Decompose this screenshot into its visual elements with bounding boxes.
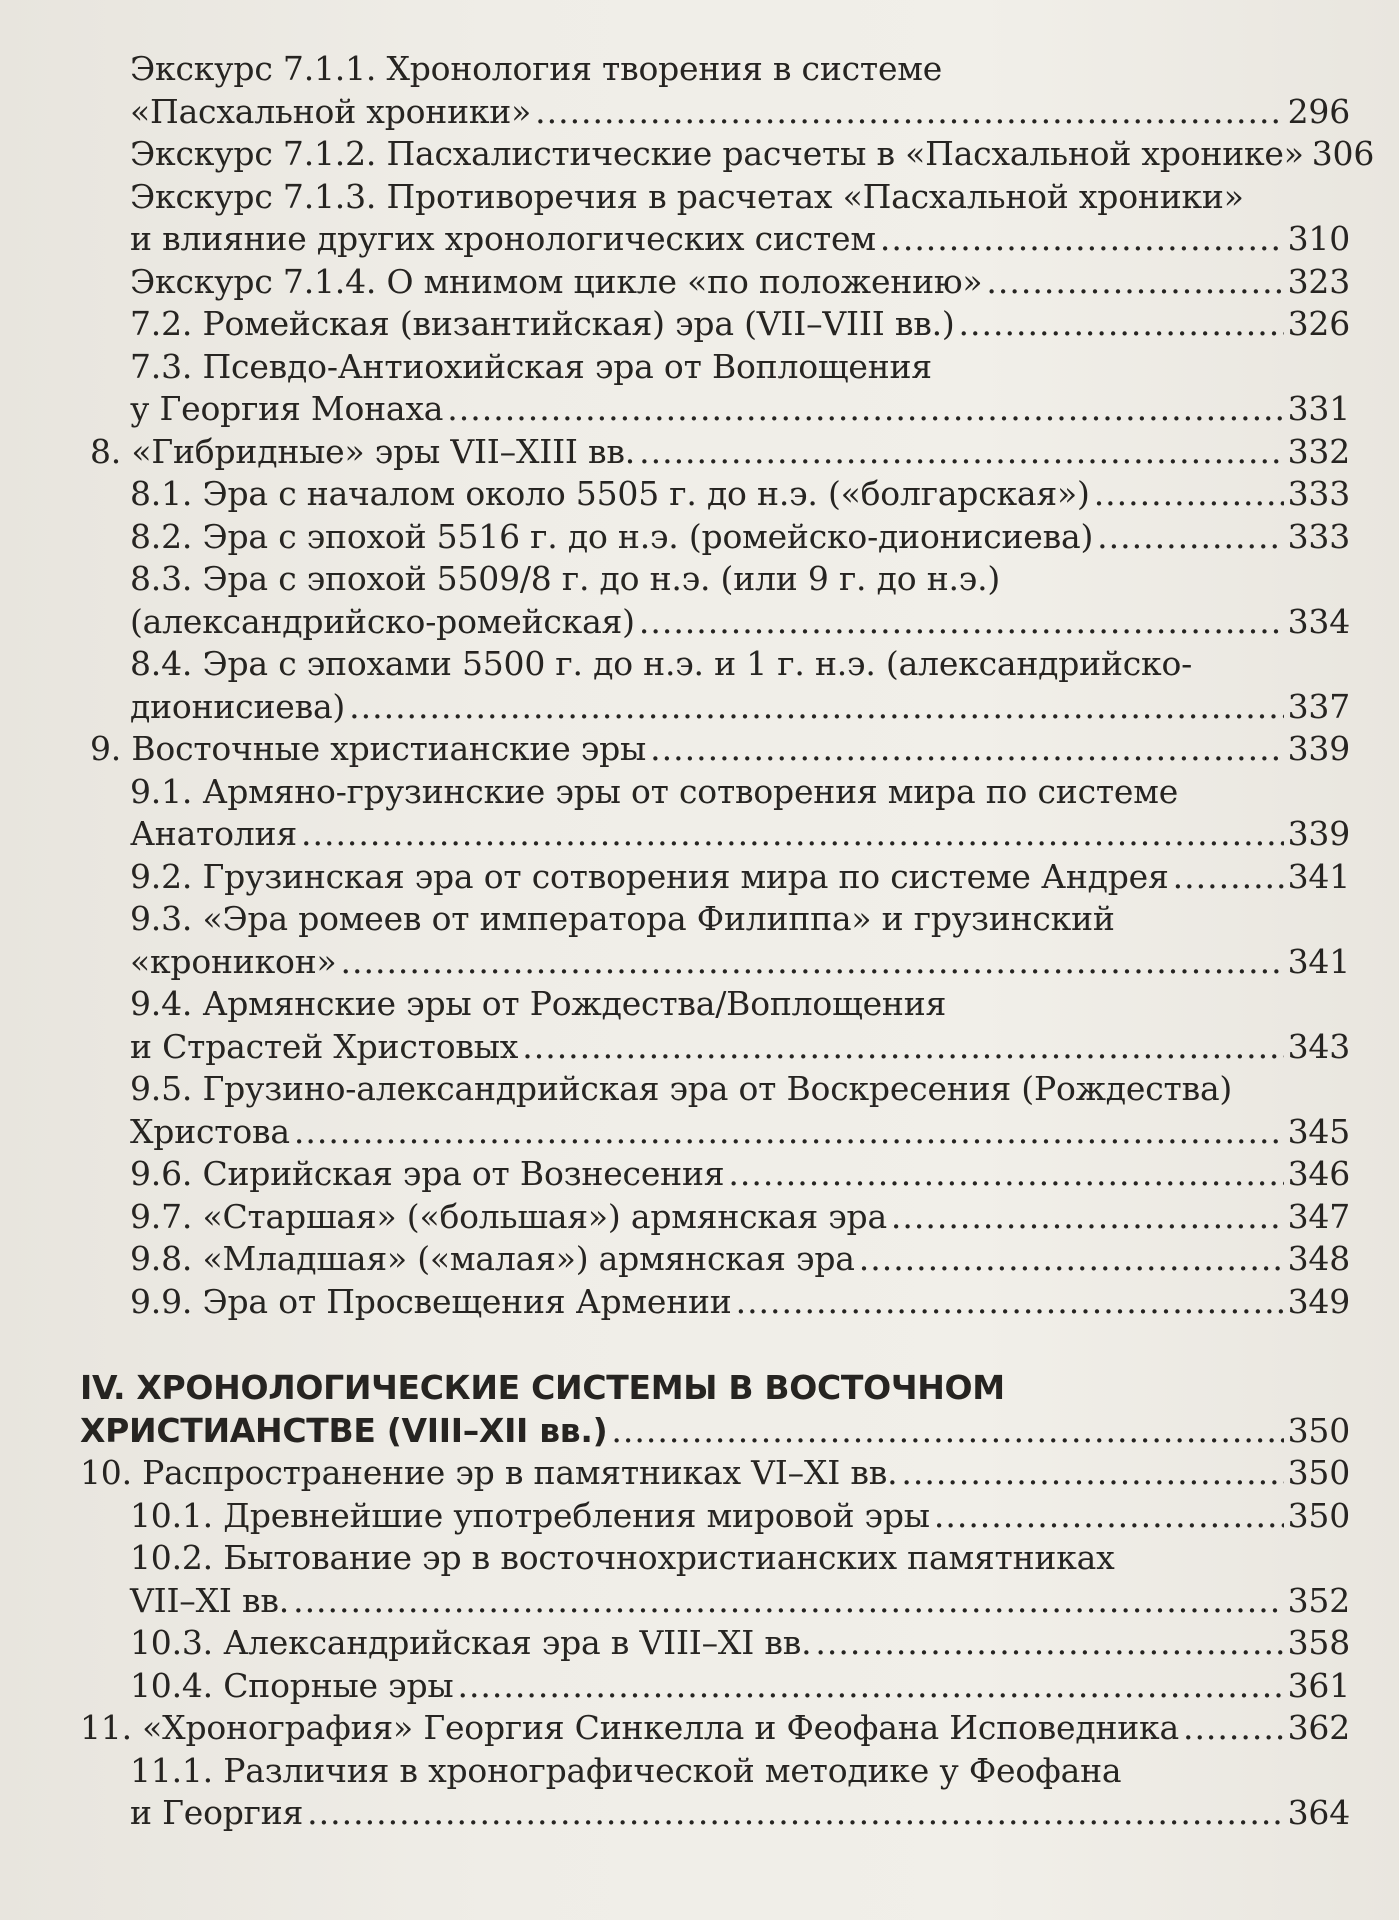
dot-leader: [1097, 516, 1283, 559]
table-of-contents: [80, 48, 1375, 1835]
toc-section-heading: [80, 1367, 1350, 1410]
toc-entry-page: 347: [1287, 1196, 1350, 1236]
toc-entry-page: 333: [1287, 516, 1350, 556]
toc-entry: [80, 643, 1350, 686]
toc-entry: [80, 686, 1350, 729]
toc-entry-page: 339: [1287, 729, 1350, 768]
toc-entry-title: 8.1. Эра с началом около 5505 г. до н.э. («болгарская»): [130, 474, 1090, 513]
toc-entry-title: Экскурс 7.1.4. О мнимом цикле «по положению»: [130, 261, 983, 301]
toc-entry-title: 9.4. Армянские эры от Рождества/Воплощения: [130, 984, 947, 1023]
toc-entry: [80, 983, 1350, 1026]
dot-leader: [293, 1580, 1284, 1623]
toc-entry-title: 10. Распространение эр в памятниках VI–XI вв.: [80, 1453, 898, 1492]
toc-entry-title: 10.1. Древнейшие употребления мировой эры: [130, 1495, 930, 1535]
toc-entry-page: 364: [1287, 1793, 1350, 1832]
dot-leader: [340, 941, 1283, 984]
toc-entry-page: 348: [1287, 1239, 1350, 1278]
toc-entry-page: 306: [1311, 134, 1375, 173]
toc-entry-title: Экскурс 7.1.3. Противоречия в расчетах «Пасхальной хроники»: [130, 176, 1244, 216]
toc-entry: [80, 303, 1350, 346]
toc-entry: [80, 1111, 1350, 1154]
toc-entry-page: 331: [1287, 389, 1350, 428]
toc-entry: [80, 261, 1350, 304]
toc-entry-title: Христова: [130, 1111, 290, 1151]
toc-entry: [80, 771, 1350, 814]
dot-leader: [1173, 856, 1284, 899]
toc-entry-title: 9.3. «Эра ромеев от императора Филиппа» и грузинский: [130, 899, 1115, 938]
dot-leader: [349, 686, 1284, 729]
toc-entry-title: 10.4. Спорные эры: [130, 1665, 454, 1705]
toc-entry: [80, 218, 1350, 261]
toc-entry-title: 9.6. Сирийская эра от Вознесения: [130, 1154, 725, 1193]
dot-leader: [611, 1410, 1283, 1453]
toc-entry-title: 8.2. Эра с эпохой 5516 г. до н.э. (ромейско-дионисиева): [130, 516, 1094, 556]
toc-entry: [80, 176, 1350, 219]
toc-entry-page: 337: [1287, 686, 1350, 726]
toc-entry: [80, 1495, 1350, 1538]
toc-entry: [80, 1665, 1350, 1708]
toc-entry-page: 339: [1287, 814, 1350, 853]
dot-leader: [457, 1665, 1283, 1708]
toc-entry: [80, 48, 1350, 91]
toc-entry: [80, 473, 1350, 516]
dot-leader: [815, 1622, 1283, 1665]
toc-entry: [80, 1580, 1350, 1623]
toc-entry-page: 323: [1287, 261, 1350, 301]
toc-entry: [80, 1026, 1350, 1069]
toc-entry-title: 8. «Гибридные» эры VII–XIII вв.: [90, 431, 636, 471]
toc-entry-title: и Георгия: [130, 1793, 304, 1832]
section-gap: [80, 1323, 1350, 1345]
toc-entry-title: Экскурс 7.1.1. Хронология творения в системе: [130, 49, 943, 88]
toc-entry: [80, 601, 1350, 644]
toc-entry-title: 11. «Хронография» Георгия Синкелла и Феофана Исповедника: [80, 1708, 1179, 1747]
toc-entry: [80, 728, 1350, 771]
toc-entry-page: 358: [1287, 1623, 1350, 1662]
dot-leader: [728, 1153, 1283, 1196]
dot-leader: [650, 728, 1283, 771]
toc-entry-page: 332: [1287, 431, 1350, 471]
dot-leader: [535, 91, 1284, 134]
toc-entry-title: 10.3. Александрийская эра в VIII–XI вв.: [130, 1623, 812, 1662]
toc-entry: [80, 516, 1350, 559]
dot-leader: [639, 601, 1284, 644]
dot-leader: [986, 261, 1283, 304]
toc-entry-page: 343: [1287, 1026, 1350, 1066]
dot-leader: [522, 1026, 1283, 1069]
toc-entry-title: и Страстей Христовых: [130, 1026, 519, 1066]
toc-entry-title: 9.9. Эра от Просвещения Армении: [130, 1281, 732, 1321]
toc-entry: [80, 1537, 1350, 1580]
dot-leader: [736, 1281, 1284, 1324]
toc-entry-title: 9.8. «Младшая» («малая») армянская эра: [130, 1239, 855, 1278]
toc-entry-title: 9. Восточные христианские эры: [90, 729, 647, 768]
toc-entry-title: 9.2. Грузинская эра от сотворения мира по системе Андрея: [130, 856, 1169, 896]
dot-leader: [307, 1792, 1283, 1835]
toc-entry-page: 362: [1287, 1708, 1350, 1747]
toc-entry-title: 10.2. Бытование эр в восточнохристианских памятниках: [130, 1538, 1115, 1577]
toc-entry-page: 352: [1287, 1580, 1350, 1620]
toc-entry: [80, 1750, 1350, 1793]
toc-entry-page: 345: [1287, 1111, 1350, 1151]
toc-entry: [80, 856, 1350, 899]
toc-entry-title: и влияние других хронологических систем: [130, 219, 876, 258]
toc-entry-page: 350: [1287, 1453, 1350, 1492]
dot-leader: [1183, 1707, 1284, 1750]
toc-section-heading: [80, 1410, 1350, 1453]
toc-entry-title: Экскурс 7.1.2. Пасхалистические расчеты в «Пасхальной хронике»: [130, 134, 1304, 173]
toc-entry-title: у Георгия Монаха: [130, 389, 444, 428]
toc-entry: [80, 133, 1375, 176]
toc-entry-page: 361: [1287, 1665, 1350, 1705]
toc-entry: [80, 813, 1350, 856]
toc-entry: [80, 1153, 1350, 1196]
toc-entry-page: 334: [1287, 601, 1350, 641]
dot-leader: [891, 1196, 1284, 1239]
toc-entry-title: Анатолия: [130, 814, 297, 853]
toc-entry-page: 341: [1287, 941, 1350, 981]
toc-entry: [80, 1196, 1350, 1239]
dot-leader: [880, 218, 1284, 261]
toc-entry-title: 8.4. Эра с эпохами 5500 г. до н.э. и 1 г. н.э. (александрийско-: [130, 644, 1193, 683]
toc-entry-title: 9.5. Грузино-александрийская эра от Воскресения (Рождества): [130, 1069, 1233, 1108]
toc-entry: [80, 1281, 1350, 1324]
dot-leader: [859, 1238, 1284, 1281]
toc-entry-page: 346: [1287, 1154, 1350, 1193]
toc-entry: [80, 388, 1350, 431]
toc-entry-title: 9.7. «Старшая» («большая») армянская эра: [130, 1196, 887, 1236]
toc-entry: [80, 558, 1350, 601]
toc-entry-title: 7.3. Псевдо-Антиохийская эра от Воплощения: [130, 346, 932, 386]
toc-entry: [80, 1452, 1350, 1495]
toc-entry: [80, 1238, 1350, 1281]
toc-entry: [80, 941, 1350, 984]
toc-entry-page: 349: [1287, 1281, 1350, 1321]
toc-entry-title: 11.1. Различия в хронографической методике у Феофана: [130, 1750, 1122, 1790]
toc-entry: [80, 431, 1350, 474]
toc-entry-page: 310: [1287, 219, 1350, 258]
toc-entry: [80, 898, 1350, 941]
dot-leader: [959, 303, 1284, 346]
dot-leader: [447, 388, 1283, 431]
toc-entry-title: 9.1. Армяно-грузинские эры от сотворения мира по системе: [130, 771, 1179, 811]
toc-entry-title: (александрийско-ромейская): [130, 601, 635, 641]
dot-leader: [294, 1111, 1284, 1154]
toc-entry-page: 333: [1287, 474, 1350, 513]
toc-entry-title: VII–XI вв.: [130, 1580, 290, 1620]
dot-leader: [301, 813, 1284, 856]
toc-entry-page: 341: [1287, 856, 1350, 896]
dot-leader: [934, 1495, 1284, 1538]
toc-entry-title: дионисиева): [130, 686, 346, 726]
toc-entry: [80, 1707, 1350, 1750]
dot-leader: [901, 1452, 1283, 1495]
toc-entry: [80, 91, 1350, 134]
toc-entry-title: «Пасхальной хроники»: [130, 91, 532, 131]
toc-entry-page: 350: [1287, 1495, 1350, 1535]
toc-entry: [80, 1068, 1350, 1111]
toc-entry-title: «кроникон»: [130, 941, 337, 981]
section-gap: [80, 1345, 1350, 1367]
toc-entry: [80, 1622, 1350, 1665]
dot-leader: [639, 431, 1284, 474]
toc-entry-title: 7.2. Ромейская (византийская) эра (VII–VIII вв.): [130, 304, 955, 343]
section-title: IV. ХРОНОЛОГИЧЕСКИЕ СИСТЕМЫ В ВОСТОЧНОМ: [80, 1368, 1005, 1407]
toc-entry-page: 350: [1287, 1410, 1350, 1450]
toc-entry-page: 326: [1287, 304, 1350, 343]
section-title: ХРИСТИАНСТВЕ (VIII–XII вв.): [80, 1410, 608, 1450]
dot-leader: [1094, 473, 1284, 516]
toc-entry-title: 8.3. Эра с эпохой 5509/8 г. до н.э. (или 9 г. до н.э.): [130, 559, 1001, 598]
toc-entry: [80, 1792, 1350, 1835]
toc-entry: [80, 346, 1350, 389]
toc-entry-page: 296: [1287, 91, 1350, 131]
